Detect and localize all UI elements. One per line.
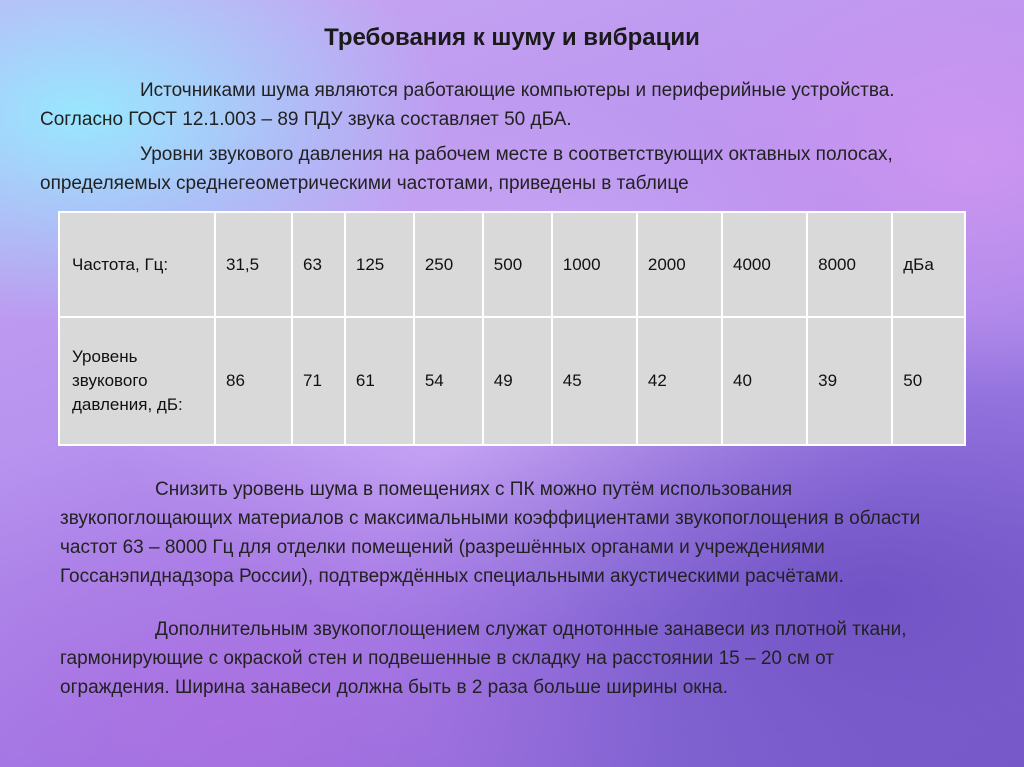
row-header-level: Уровень звукового давления, дБ: (59, 317, 215, 445)
table-cell: 4000 (722, 212, 807, 317)
table-cell: 500 (483, 212, 552, 317)
slide-title: Требования к шуму и вибрации (324, 24, 700, 51)
row-header-frequency: Частота, Гц: (59, 212, 215, 317)
paragraph-noise-sources: Источниками шума являются работающие компьютеры и периферийные устройства. Согласно ГОСТ 12.1.003 – 89 ПДУ звука составляет 50 дБА. (40, 80, 895, 130)
table-cell: 31,5 (215, 212, 292, 317)
paragraph-curtains: Дополнительным звукопоглощением служат однотонные занавеси из плотной ткани, гармонирующие с окраской стен и подвешенные в складку на расстоянии 15 – 20 см от ограждения. Ширина занавеси должна быть в 2 раза больше ширины окна. (60, 619, 907, 698)
paragraph-sound-levels: Уровни звукового давления на рабочем месте в соответствующих октавных полосах, определяемых среднегеометрическими частотами, приведены в таблице (40, 144, 893, 194)
table-cell: 45 (552, 317, 637, 445)
table-cell: 61 (345, 317, 414, 445)
table-cell: 8000 (807, 212, 892, 317)
table-cell: 86 (215, 317, 292, 445)
table-cell: 42 (637, 317, 722, 445)
paragraph-noise-reduction: Снизить уровень шума в помещениях с ПК можно путём использования звукопоглощающих материалов с максимальными коэффициентами звукопоглощения в области частот 63 – 8000 Гц для отделки помещений (разрешённых органами и учреждениями Госсанэпиднадзора России), подтверждённых специальными акустическими расчётами. (60, 479, 921, 587)
table-row-level (59, 317, 965, 445)
table-cell: 63 (292, 212, 345, 317)
table-cell: дБа (892, 212, 965, 317)
sound-pressure-table (58, 211, 966, 446)
table-cell: 125 (345, 212, 414, 317)
table-row-frequency (59, 212, 965, 317)
table-cell: 39 (807, 317, 892, 445)
table-cell: 1000 (552, 212, 637, 317)
table-cell: 54 (414, 317, 483, 445)
table-cell: 50 (892, 317, 965, 445)
table-cell: 71 (292, 317, 345, 445)
table-cell: 2000 (637, 212, 722, 317)
table-cell: 250 (414, 212, 483, 317)
table-cell: 49 (483, 317, 552, 445)
table-cell: 40 (722, 317, 807, 445)
